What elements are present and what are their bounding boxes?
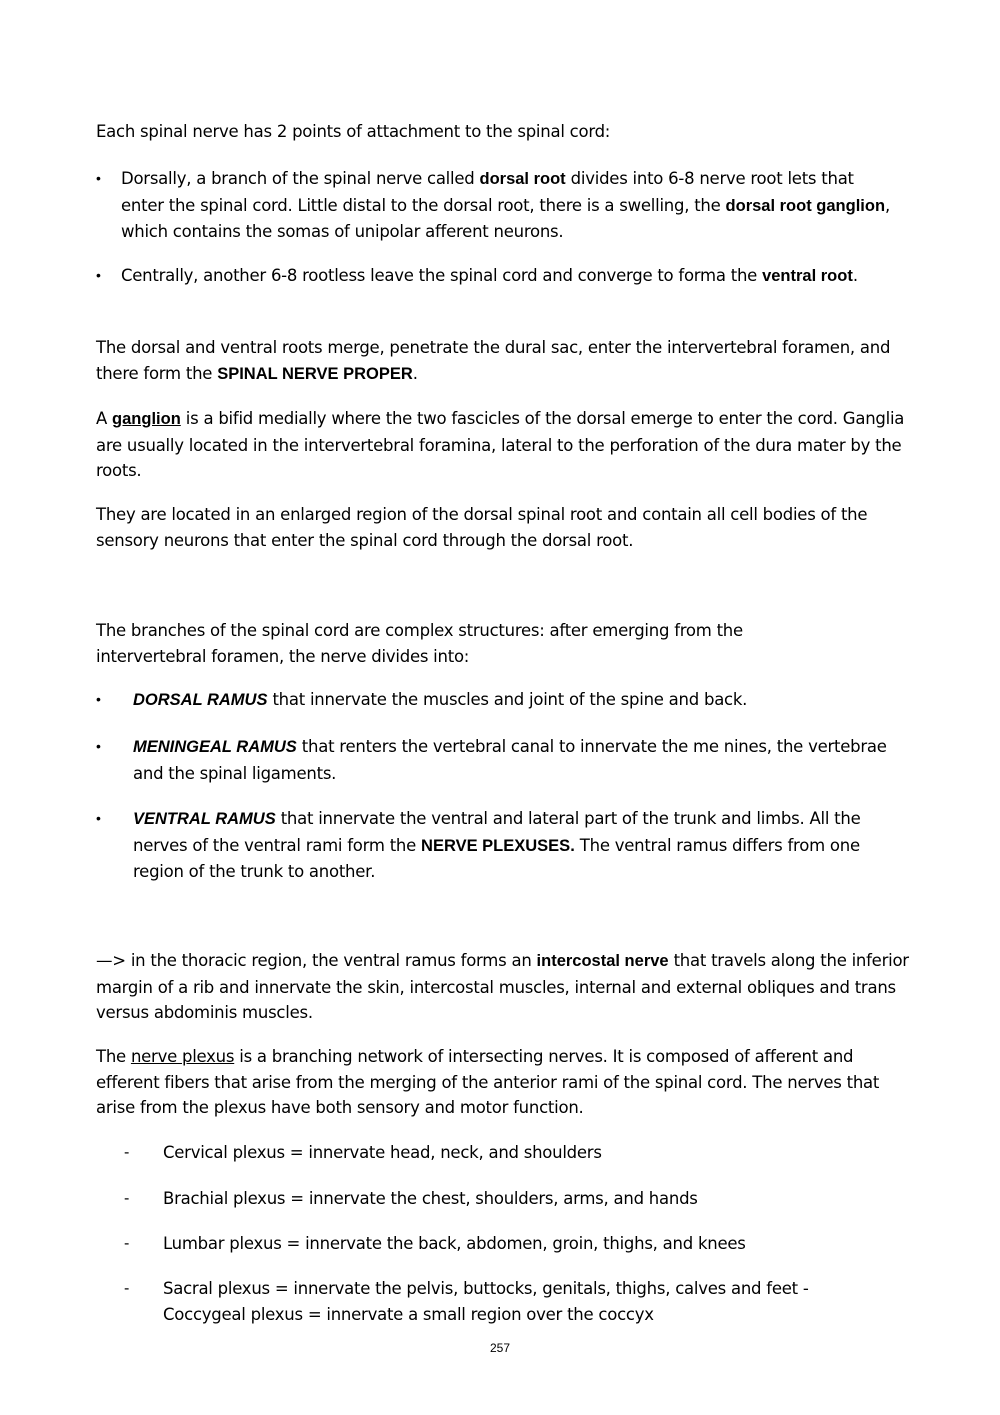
bullet-symbol: • (96, 170, 101, 186)
ganglion-paragraph: A ganglion is a bifid medially where the two fascicles of the dorsal emerge to enter the cord. Ganglia are usually located in the intervertebral foramina, lateral to the perforation of the dura mater by the roots. (96, 409, 905, 480)
dorsal-ramus-term: DORSAL RAMUS (133, 691, 268, 709)
brachial-plexus-item: Brachial plexus = innervate the chest, shoulders, arms, and hands (163, 1189, 698, 1208)
located-paragraph: They are located in an enlarged region of the dorsal spinal root and contain all cell bodies of the sensory neurons that enter the spinal cord through the dorsal root. (96, 505, 868, 550)
intro-paragraph: Each spinal nerve has 2 points of attachment to the spinal cord: (96, 122, 611, 141)
ventral-ramus-term: VENTRAL RAMUS (133, 810, 276, 828)
nerve-plexus-paragraph: The nerve plexus is a branching network of intersecting nerves. It is composed of afferent and efferent fibers that arise from the merging of the anterior rami of the spinal cord. The nerves that arise from the plexus have both sensory and motor function. (96, 1047, 880, 1117)
ventral-root-term: ventral root (762, 267, 853, 285)
intercostal-nerve-term: intercostal nerve (536, 952, 669, 970)
bullet-symbol: • (96, 738, 101, 754)
thoracic-paragraph: —> in the thoracic region, the ventral ramus forms an intercostal nerve that travels along the inferior margin of a rib and innervate the skin, intercostal muscles, internal and external obliques and trans versus abdominis muscles. (96, 951, 909, 1022)
cervical-plexus-item: Cervical plexus = innervate head, neck, and shoulders (163, 1143, 602, 1162)
bullet-symbol: • (96, 810, 101, 826)
nerve-plexuses-term: NERVE PLEXUSES. (421, 836, 575, 855)
nerve-plexus-term: nerve plexus (130, 1047, 235, 1066)
lumbar-plexus-item: Lumbar plexus = innervate the back, abdomen, groin, thighs, and knees (163, 1234, 746, 1253)
meningeal-ramus-term: MENINGEAL RAMUS (133, 738, 297, 756)
sacral-plexus-item: Sacral plexus = innervate the pelvis, buttocks, genitals, thighs, calves and feet - Coccygeal plexus = innervate a small region over the coccyx (163, 1279, 809, 1324)
bullet-symbol: • (96, 691, 101, 707)
dash-symbol: - (124, 1144, 130, 1161)
dash-symbol: - (124, 1280, 130, 1297)
spinal-nerve-proper-term: SPINAL NERVE PROPER (217, 364, 413, 383)
bullet-symbol: • (96, 267, 101, 283)
dorsal-root-ganglion-term: dorsal root ganglion (725, 196, 886, 215)
page-number: 257 (489, 1341, 511, 1355)
branches-paragraph: The branches of the spinal cord are complex structures: after emerging from the intervertebral foramen, the nerve divides into: (96, 621, 743, 666)
dorsal-ramus-item: DORSAL RAMUS that innervate the muscles and joint of the spine and back. (133, 690, 748, 709)
ventral-root-bullet: Centrally, another 6-8 rootless leave the spinal cord and converge to forma the ventral root. (121, 266, 858, 285)
merge-paragraph: The dorsal and ventral roots merge, penetrate the dural sac, enter the intervertebral foramen, and there form the SPINAL NERVE PROPER. (96, 338, 891, 383)
ganglion-term: ganglion (112, 410, 181, 428)
dorsal-root-bullet: Dorsally, a branch of the spinal nerve called dorsal root divides into 6-8 nerve root lets that enter the spinal cord. Little distal to the dorsal root, there is a swelling, the dorsal root ganglion, which contains the somas of unipolar afferent neurons. (121, 169, 891, 241)
ventral-ramus-item: VENTRAL RAMUS that innervate the ventral and lateral part of the trunk and limbs. All the nerves of the ventral rami form the NERVE PLEXUSES. The ventral ramus differs from one region of the trunk to another. (133, 809, 861, 881)
dorsal-root-term: dorsal root (479, 170, 566, 188)
dash-symbol: - (124, 1190, 130, 1207)
dash-symbol: - (124, 1235, 130, 1252)
meningeal-ramus-item: MENINGEAL RAMUS that renters the vertebral canal to innervate the me nines, the vertebrae and the spinal ligaments. (133, 737, 887, 783)
